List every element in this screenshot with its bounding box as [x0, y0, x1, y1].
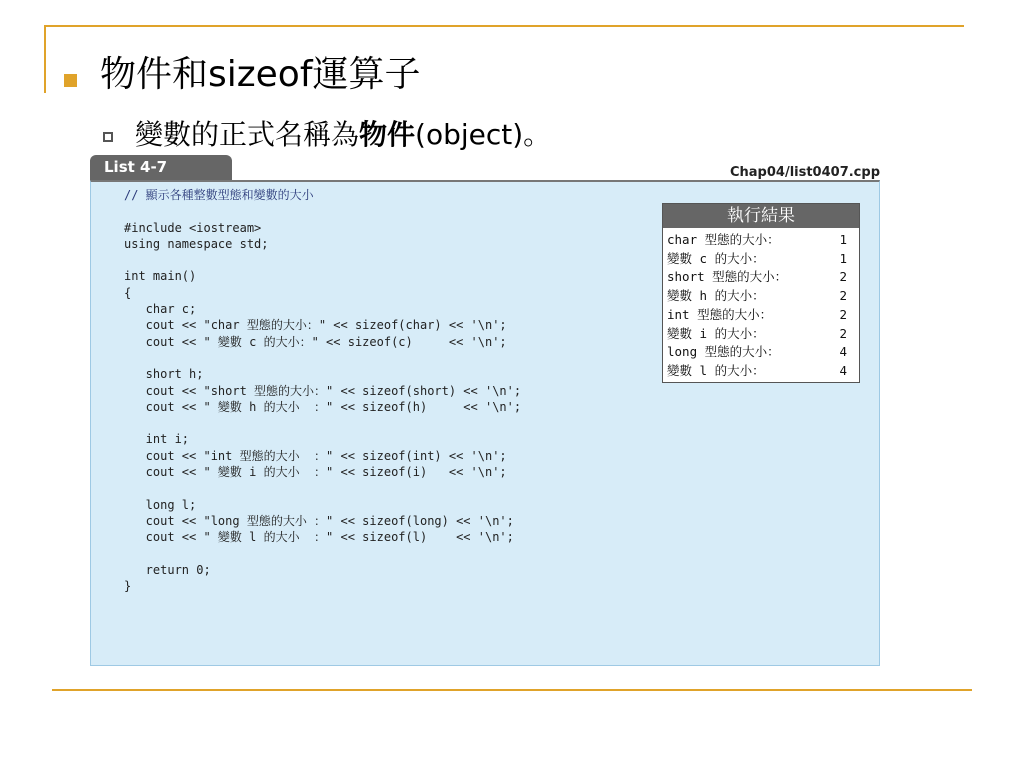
code-line: short h;	[124, 367, 204, 382]
code-line: cout << " 變數 c 的大小：" << sizeof(c) << '\n';	[124, 334, 507, 349]
code-line: long l;	[124, 497, 197, 512]
code-line: cout << "short 型態的大小：" << sizeof(short) << '\n';	[124, 383, 522, 398]
result-label: 變數 i 的大小：	[667, 325, 765, 341]
result-row	[667, 362, 855, 381]
result-row	[667, 343, 855, 362]
subtitle-end: (object)。	[415, 118, 552, 151]
code-line: return 0;	[124, 562, 211, 577]
code-line	[124, 252, 521, 268]
code-line: }	[124, 579, 132, 594]
result-value: 2	[839, 288, 847, 304]
result-label: 變數 l 的大小：	[667, 362, 765, 378]
code-line: using namespace std;	[124, 236, 269, 251]
left-rule	[44, 25, 46, 93]
result-row	[667, 287, 855, 306]
slide-title: 物件和sizeof運算子	[100, 54, 421, 95]
code-line: int i;	[124, 432, 190, 447]
result-value: 4	[839, 362, 847, 378]
code-line: // 顯示各種整數型態和變數的大小	[124, 188, 314, 202]
result-title: 執行結果	[663, 204, 859, 228]
result-label: long 型態的大小：	[667, 344, 780, 360]
bottom-rule	[52, 689, 972, 691]
code-line	[124, 480, 521, 496]
code-line: cout << " 變數 h 的大小 ：" << sizeof(h) << '\n';	[124, 399, 522, 414]
execution-result-box	[662, 203, 860, 383]
code-line	[124, 415, 521, 431]
code-line: cout << "int 型態的大小 ：" << sizeof(int) << '\n';	[124, 448, 507, 463]
result-value: 4	[839, 344, 847, 360]
result-label: int 型態的大小：	[667, 306, 773, 322]
result-value: 1	[839, 232, 847, 247]
code-line: int main()	[124, 269, 197, 284]
top-rule	[44, 25, 964, 27]
slide-subtitle	[135, 116, 551, 154]
listing-tab: List 4-7	[90, 155, 232, 180]
code-listing	[124, 187, 521, 594]
result-label: short 型態的大小：	[667, 269, 788, 285]
result-rows	[663, 228, 859, 381]
code-line: char c;	[124, 302, 197, 317]
code-line	[124, 546, 521, 562]
result-row	[667, 268, 855, 287]
square-bullet-icon	[64, 74, 77, 87]
code-line: #include <iostream>	[124, 220, 262, 235]
code-line	[124, 350, 521, 366]
result-row	[667, 306, 855, 325]
hollow-square-bullet-icon	[103, 132, 113, 142]
code-line: {	[124, 285, 132, 300]
result-label: 變數 c 的大小：	[667, 250, 765, 266]
result-value: 1	[839, 250, 847, 266]
result-row	[667, 231, 855, 250]
result-row	[667, 250, 855, 269]
subtitle-bold: 物件	[359, 118, 416, 151]
result-value: 2	[839, 325, 847, 341]
code-line	[124, 203, 521, 219]
result-value: 2	[839, 269, 847, 285]
listing-file-name: Chap04/list0407.cpp	[729, 165, 880, 180]
result-row	[667, 325, 855, 344]
code-line: cout << " 變數 l 的大小 ：" << sizeof(l) << '\n';	[124, 530, 514, 545]
code-line: cout << " 變數 i 的大小 ：" << sizeof(i) << '\n';	[124, 465, 507, 480]
result-label: 變數 h 的大小：	[667, 288, 765, 304]
subtitle-plain: 變數的正式名稱為	[135, 118, 360, 151]
result-label: char 型態的大小：	[667, 232, 780, 247]
code-line: cout << "long 型態的大小 ：" << sizeof(long) << '\n';	[124, 513, 514, 528]
code-line: cout << "char 型態的大小：" << sizeof(char) << '\n';	[124, 318, 507, 333]
result-value: 2	[839, 306, 847, 322]
